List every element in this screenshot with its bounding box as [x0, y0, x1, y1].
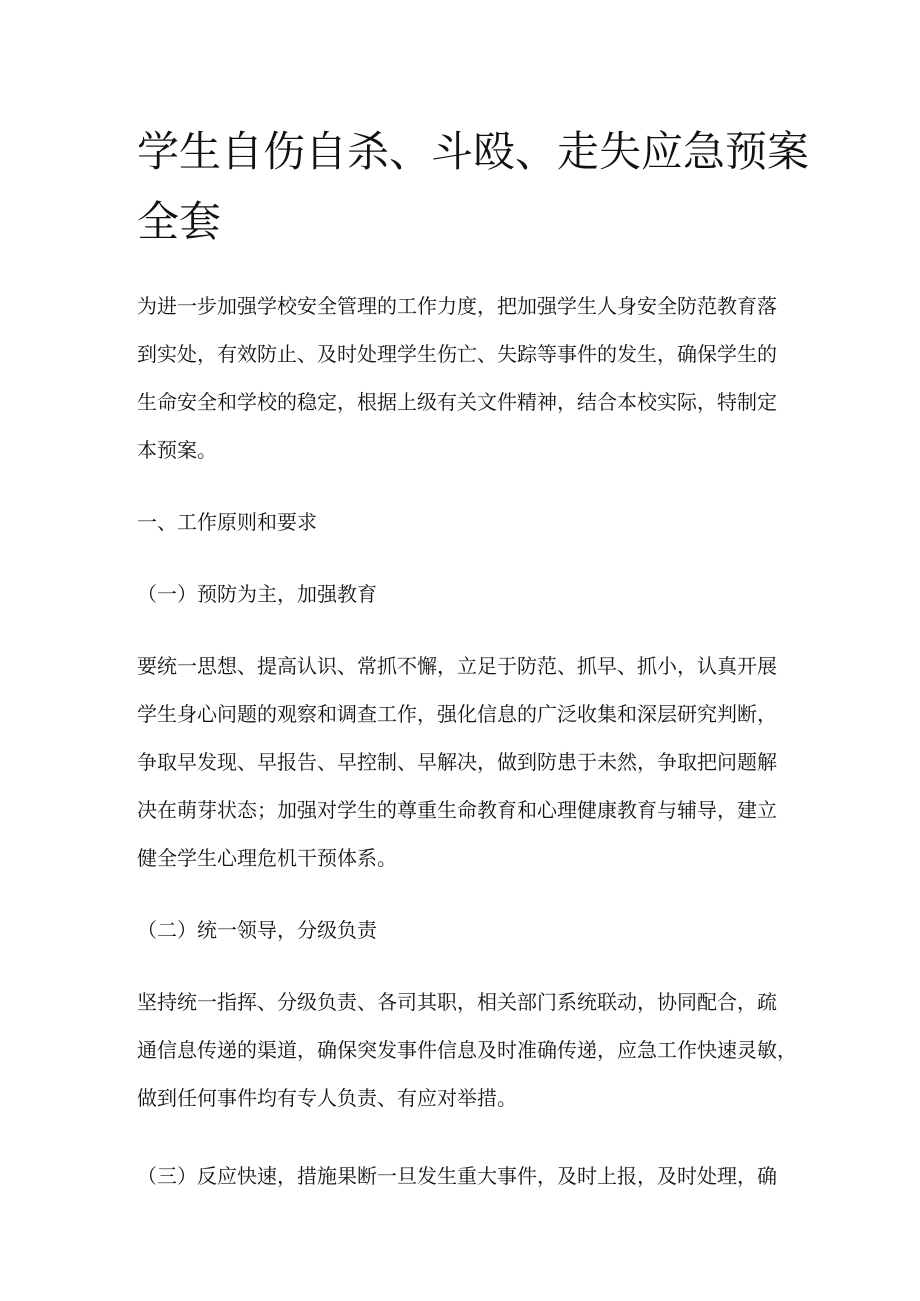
subsection-1-line-5: 健全学生心理危机干预体系。: [137, 846, 397, 870]
subsection-heading-3-line: （三）反应快速，措施果断一旦发生重大事件，及时上报，及时处理，确: [137, 1164, 777, 1188]
intro-line-1: 为进一步加强学校安全管理的工作力度，把加强学生人身安全防范教育落: [137, 294, 777, 318]
subsection-1-line-4: 决在萌芽状态；加强对学生的尊重生命教育和心理健康教育与辅导，建立: [137, 798, 777, 822]
subsection-heading-1: （一）预防为主，加强教育: [137, 582, 377, 606]
intro-line-3: 生命安全和学校的稳定，根据上级有关文件精神，结合本校实际，特制定: [137, 390, 777, 414]
subsection-2-line-2: 通信息传递的渠道，确保突发事件信息及时准确传递，应急工作快速灵敏，: [137, 1038, 797, 1062]
subsection-1-line-2: 学生身心问题的观察和调查工作，强化信息的广泛收集和深层研究判断，: [137, 702, 777, 726]
section-heading-1: 一、工作原则和要求: [137, 510, 317, 534]
subsection-1-line-1: 要统一思想、提高认识、常抓不懈，立足于防范、抓早、抓小，认真开展: [137, 654, 777, 678]
document-title-line-1: 学生自伤自杀、斗殴、走失应急预案: [137, 127, 810, 176]
intro-line-2: 到实处，有效防止、及时处理学生伤亡、失踪等事件的发生，确保学生的: [137, 342, 777, 366]
subsection-2-line-1: 坚持统一指挥、分级负责、各司其职，相关部门系统联动，协同配合，疏: [137, 990, 777, 1014]
subsection-1-line-3: 争取早发现、早报告、早控制、早解决，做到防患于未然，争取把问题解: [137, 750, 777, 774]
intro-line-4: 本预案。: [137, 438, 217, 462]
subsection-heading-2: （二）统一领导，分级负责: [137, 918, 377, 942]
document-title-line-2: 全套: [137, 197, 222, 246]
subsection-2-line-3: 做到任何事件均有专人负责、有应对举措。: [137, 1086, 517, 1110]
